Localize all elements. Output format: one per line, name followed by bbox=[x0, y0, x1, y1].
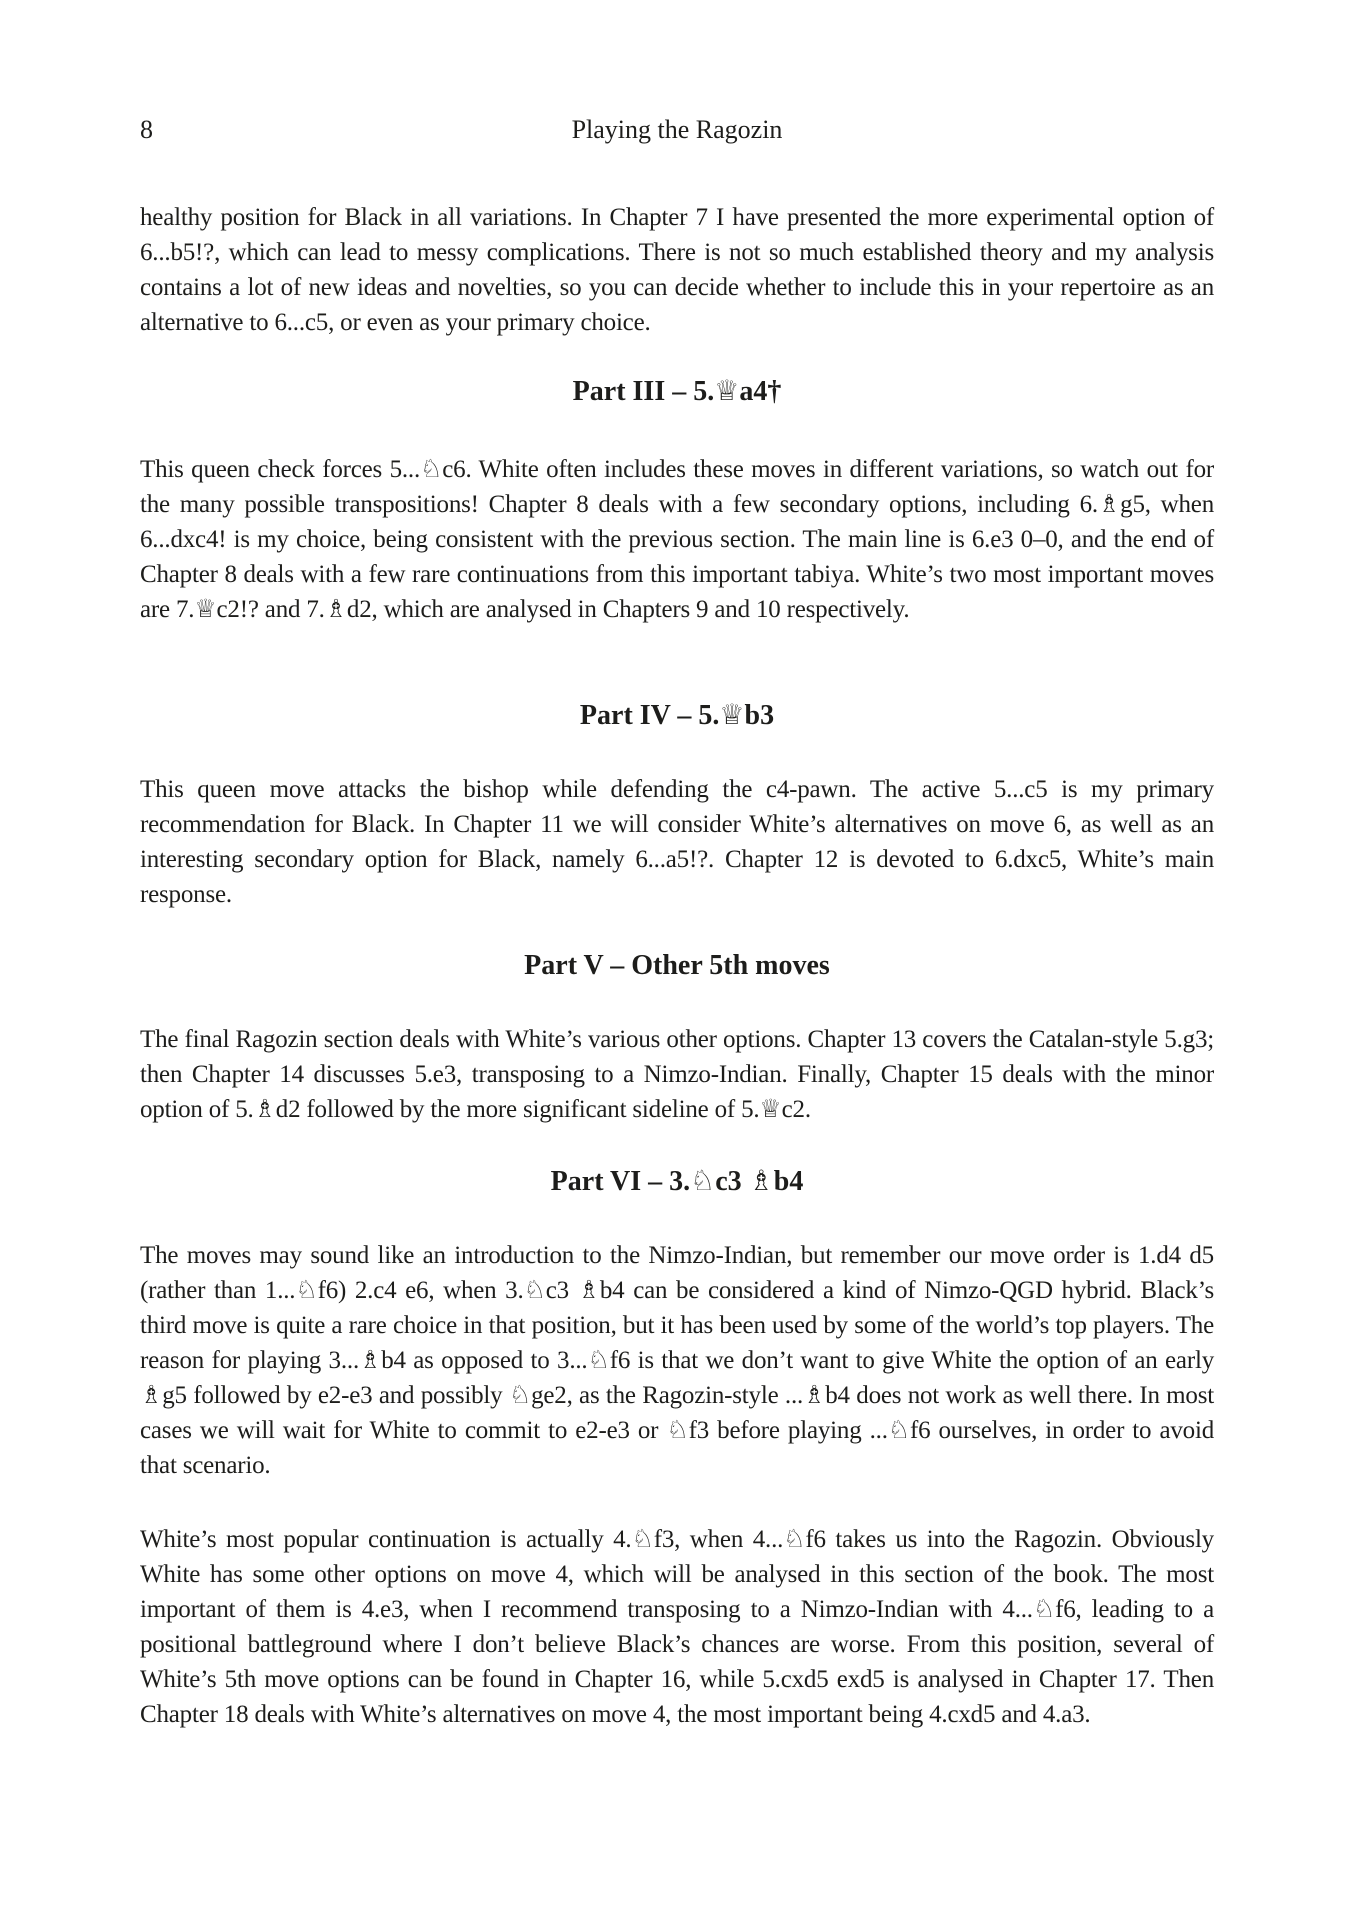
running-title: Playing the Ragozin bbox=[571, 115, 783, 144]
part6-heading: Part VI – 3.♘c3 ♗b4 bbox=[550, 1166, 804, 1197]
part3-paragraph: This queen check forces 5...♘c6. White often includes these moves in different variations, so watch out for the many possible transpositions! Chapter 8 deals with a few secondary options, including 6.♗g5, when 6...dxc4! is my choice, being consistent with the previous section. The main line is 6.e3 0–0, and the end of Chapter 8 deals with a few rare continuations from this important tabiya. White’s two most important moves are 7.♕c2!? and 7.♗d2, which are analysed in Chapters 9 and 10 respectively. bbox=[140, 456, 1214, 623]
part6-paragraph-1: The moves may sound like an introduction to the Nimzo-Indian, but remember our move order is 1.d4 d5 (rather than 1...♘f6) 2.c4 e6, when 3.♘c3 ♗b4 can be considered a kind of Nimzo-QGD hybrid. Black’s third move is quite a rare choice in that position, but it has been used by some of the world’s top players. The reason for playing 3...♗b4 as opposed to 3...♘f6 is that we don’t want to give White the option of an early ♗g5 followed by e2-e3 and possibly ♘ge2, as the Ragozin-style ...♗b4 does not work as well there. In most cases we will wait for White to commit to e2-e3 or ♘f3 before playing ...♘f6 ourselves, in order to avoid that scenario. bbox=[140, 1242, 1214, 1479]
part5-paragraph: The final Ragozin section deals with White’s various other options. Chapter 13 covers the Catalan-style 5.g3; then Chapter 14 discusses 5.e3, transposing to a Nimzo-Indian. Finally, Chapter 15 deals with the minor option of 5.♗d2 followed by the more significant sideline of 5.♕c2. bbox=[140, 1026, 1214, 1123]
part5-heading: Part V – Other 5th moves bbox=[524, 950, 830, 981]
part4-heading: Part IV – 5.♕b3 bbox=[579, 700, 775, 731]
part6-paragraph-2: White’s most popular continuation is actually 4.♘f3, when 4...♘f6 takes us into the Ragozin. Obviously White has some other options on move 4, which will be analysed in this section of the book. The most important of them is 4.e3, when I recommend transposing to a Nimzo-Indian with 4...♘f6, leading to a positional battleground where I don’t believe Black’s chances are worse. From this position, several of White’s 5th move options can be found in Chapter 16, while 5.cxd5 exd5 is analysed in Chapter 17. Then Chapter 18 deals with White’s alternatives on move 4, the most important being 4.cxd5 and 4.a3. bbox=[140, 1526, 1214, 1728]
page-number: 8 bbox=[140, 115, 153, 144]
part3-heading: Part III – 5.♕a4† bbox=[572, 376, 782, 407]
intro-paragraph: healthy position for Black in all variations. In Chapter 7 I have presented the more experimental option of 6...b5!?, which can lead to messy complications. There is not so much established theory and my analysis contains a lot of new ideas and novelties, so you can decide whether to include this in your repertoire as an alternative to 6...c5, or even as your primary choice. bbox=[140, 204, 1214, 336]
part4-paragraph: This queen move attacks the bishop while defending the c4-pawn. The active 5...c5 is my primary recommendation for Black. In Chapter 11 we will consider White’s alternatives on move 6, as well as an interesting secondary option for Black, namely 6...a5!?. Chapter 12 is devoted to 6.dxc5, White’s main response. bbox=[140, 776, 1214, 908]
